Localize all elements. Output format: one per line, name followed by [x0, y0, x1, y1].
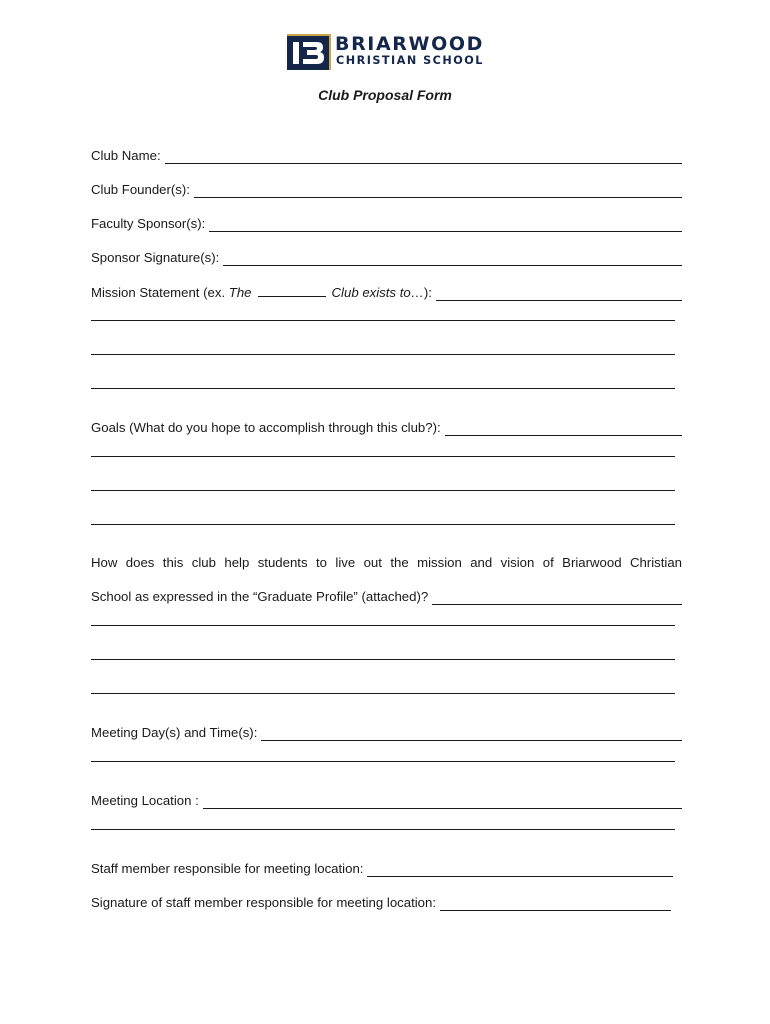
- staff-member-label: Staff member responsible for meeting location:: [91, 861, 364, 876]
- sponsor-signatures-field[interactable]: [223, 252, 682, 266]
- mission-statement-line-4[interactable]: [91, 388, 675, 389]
- mission-exists-text: Club exists to…: [331, 285, 424, 300]
- mission-vision-field[interactable]: [432, 591, 682, 605]
- mission-vision-question-line-1: How does this club help students to live out the mission and vision of Briarwood Christian: [91, 555, 682, 570]
- mission-statement-line-2[interactable]: [91, 320, 675, 321]
- mission-statement-line-3[interactable]: [91, 354, 675, 355]
- meeting-location-row: [91, 793, 682, 809]
- meeting-days-row: [91, 725, 682, 741]
- goals-label: Goals (What do you hope to accomplish through this club?):: [91, 420, 441, 435]
- mission-vision-line-2[interactable]: [91, 625, 675, 626]
- mission-vision-line-3[interactable]: [91, 659, 675, 660]
- meeting-days-label: Meeting Day(s) and Time(s):: [91, 725, 258, 740]
- mission-suffix-text: ):: [423, 285, 432, 300]
- goals-line-4[interactable]: [91, 524, 675, 525]
- meeting-days-field[interactable]: [261, 727, 682, 741]
- logo-line-1: BRIARWOOD: [335, 33, 484, 55]
- school-logo: [287, 33, 527, 73]
- mission-statement-row: [91, 284, 682, 301]
- faculty-sponsors-label: Faculty Sponsor(s):: [91, 216, 206, 231]
- mission-the-text: The: [228, 285, 252, 300]
- faculty-sponsors-field[interactable]: [209, 218, 682, 232]
- mission-vision-line-4[interactable]: [91, 693, 675, 694]
- logo-line-2: CHRISTIAN SCHOOL: [336, 54, 484, 67]
- goals-line-3[interactable]: [91, 490, 675, 491]
- staff-member-row: [91, 861, 673, 877]
- goals-field[interactable]: [445, 422, 682, 436]
- club-founders-label: Club Founder(s):: [91, 182, 190, 197]
- meeting-days-line-2[interactable]: [91, 761, 675, 762]
- mission-statement-label: [91, 284, 432, 301]
- club-founders-row: [91, 182, 682, 198]
- goals-row: [91, 420, 682, 436]
- staff-signature-row: [91, 895, 671, 911]
- club-name-field[interactable]: [165, 150, 682, 164]
- faculty-sponsors-row: [91, 216, 682, 232]
- club-type-blank[interactable]: [258, 284, 326, 297]
- briarwood-logo-mark-icon: [287, 34, 331, 70]
- meeting-location-label: Meeting Location :: [91, 793, 199, 808]
- club-name-label: Club Name:: [91, 148, 161, 163]
- meeting-location-line-2[interactable]: [91, 829, 675, 830]
- form-title: Club Proposal Form: [318, 87, 452, 103]
- mission-vision-label: School as expressed in the “Graduate Profile” (attached)?: [91, 589, 429, 604]
- club-name-row: [91, 148, 682, 164]
- sponsor-signatures-row: [91, 250, 682, 266]
- goals-line-2[interactable]: [91, 456, 675, 457]
- staff-signature-label: Signature of staff member responsible for meeting location:: [91, 895, 437, 910]
- mission-statement-field[interactable]: [436, 287, 682, 301]
- mission-prefix-text: Mission Statement (ex.: [91, 285, 226, 300]
- sponsor-signatures-label: Sponsor Signature(s):: [91, 250, 220, 265]
- mission-vision-row: [91, 589, 682, 605]
- meeting-location-field[interactable]: [203, 795, 682, 809]
- club-founders-field[interactable]: [194, 184, 682, 198]
- staff-signature-field[interactable]: [440, 897, 671, 911]
- staff-member-field[interactable]: [367, 863, 673, 877]
